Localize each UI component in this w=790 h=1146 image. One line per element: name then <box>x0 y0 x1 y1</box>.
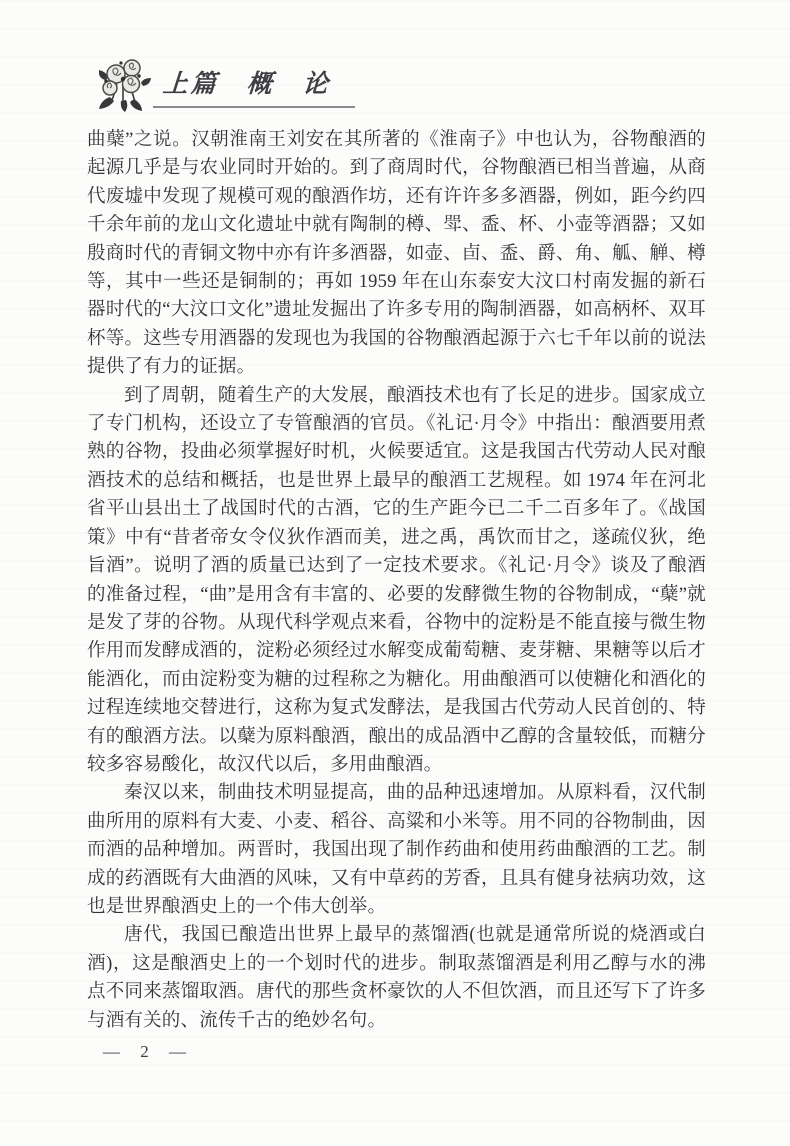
page-header <box>87 58 706 114</box>
paragraph-3: 秦汉以来，制曲技术明显提高，曲的品种迅速增加。从原料看，汉代制曲所用的原料有大麦、小麦、稻谷、高粱和小米等。用不同的谷物制曲，因而酒的品种增加。两晋时，我国出现了制作药曲和使用药曲酿酒的工艺。制成的药酒既有大曲酒的风味，又有中草药的芳香，且具有健身祛病功效，这也是世界酿酒史上的一个伟大创举。 <box>87 783 706 917</box>
page-footer <box>87 1042 706 1062</box>
paragraph-4: 唐代，我国已酿造出世界上最早的蒸馏酒(也就是通常所说的烧酒或白酒)，这是酿酒史上的一个划时代的进步。制取蒸馏酒是利用乙醇与水的沸点不同来蒸馏取酒。唐代的那些贪杯豪饮的人不但饮酒，而且还写下了许多与酒有关的、流传千古的绝妙名句。 <box>87 925 706 1031</box>
paragraph-2: 到了周朝，随着生产的大发展，酿酒技术也有了长足的进步。国家成立了专门机构，还设立了专管酿酒的官员。《礼记·月令》中指出：酿酒要用煮熟的谷物，投曲必须掌握好时机，火候要适宜。这是我国古代劳动人民对酿酒技术的总结和概括，也是世界上最早的酿酒工艺规程。如 1974 年在河北省平山县出土了战国时代的古酒，它的生产距今已二千二百多年了。《战国策》中有“昔者帝女令仪狄作酒而美，进之禹，禹饮而甘之，遂疏仪狄，绝旨酒”。说明了酒的质量已达到了一定技术要求。《礼记·月令》谈及了酿酒的准备过程，“曲”是用含有丰富的、必要的发酵微生物的谷物制成，“蘖”就是发了芽的谷物。从现代科学观点来看，谷物中的淀粉是不能直接与微生物作用而发酵成酒的，淀粉必须经过水解变成葡萄糖、麦芽糖、果糖等以后才能酒化，而由淀粉变为糖的过程称之为糖化。用曲酿酒可以使糖化和酒化的过程连续地交替进行，这称为复式发酵法，是我国古代劳动人民首创的、特有的酿酒方法。以蘖为原料酿酒，酿出的成品酒中乙醇的含量较低，而糖分较多容易酸化，故汉代以后，多用曲酿酒。 <box>87 385 706 775</box>
section-heading: 上篇 概 论 <box>161 71 332 98</box>
page-number: — 2 — <box>103 1042 188 1061</box>
section-heading-rule <box>153 64 355 108</box>
page-body <box>87 126 706 1035</box>
flower-icon <box>99 56 151 112</box>
paragraph-1: 曲蘖”之说。汉朝淮南王刘安在其所著的《淮南子》中也认为，谷物酿酒的起源几乎是与农业同时开始的。到了商周时代，谷物酿酒已相当普遍，从商代废墟中发现了规模可观的酿酒作坊，还有许许多多酒器，例如，距今约四千余年前的龙山文化遗址中就有陶制的樽、斝、盉、杯、小壶等酒器；又如殷商时代的青铜文物中亦有许多酒器，如壶、卣、盉、爵、角、觚、觯、樽等，其中一些还是铜制的；再如 1959 年在山东泰安大汶口村南发掘的新石器时代的“大汶口文化”遗址发掘出了许多专用的陶制酒器，如高柄杯、双耳杯等。这些专用酒器的发现也为我国的谷物酿酒起源于六七千年以前的说法提供了有力的证据。 <box>87 130 706 378</box>
